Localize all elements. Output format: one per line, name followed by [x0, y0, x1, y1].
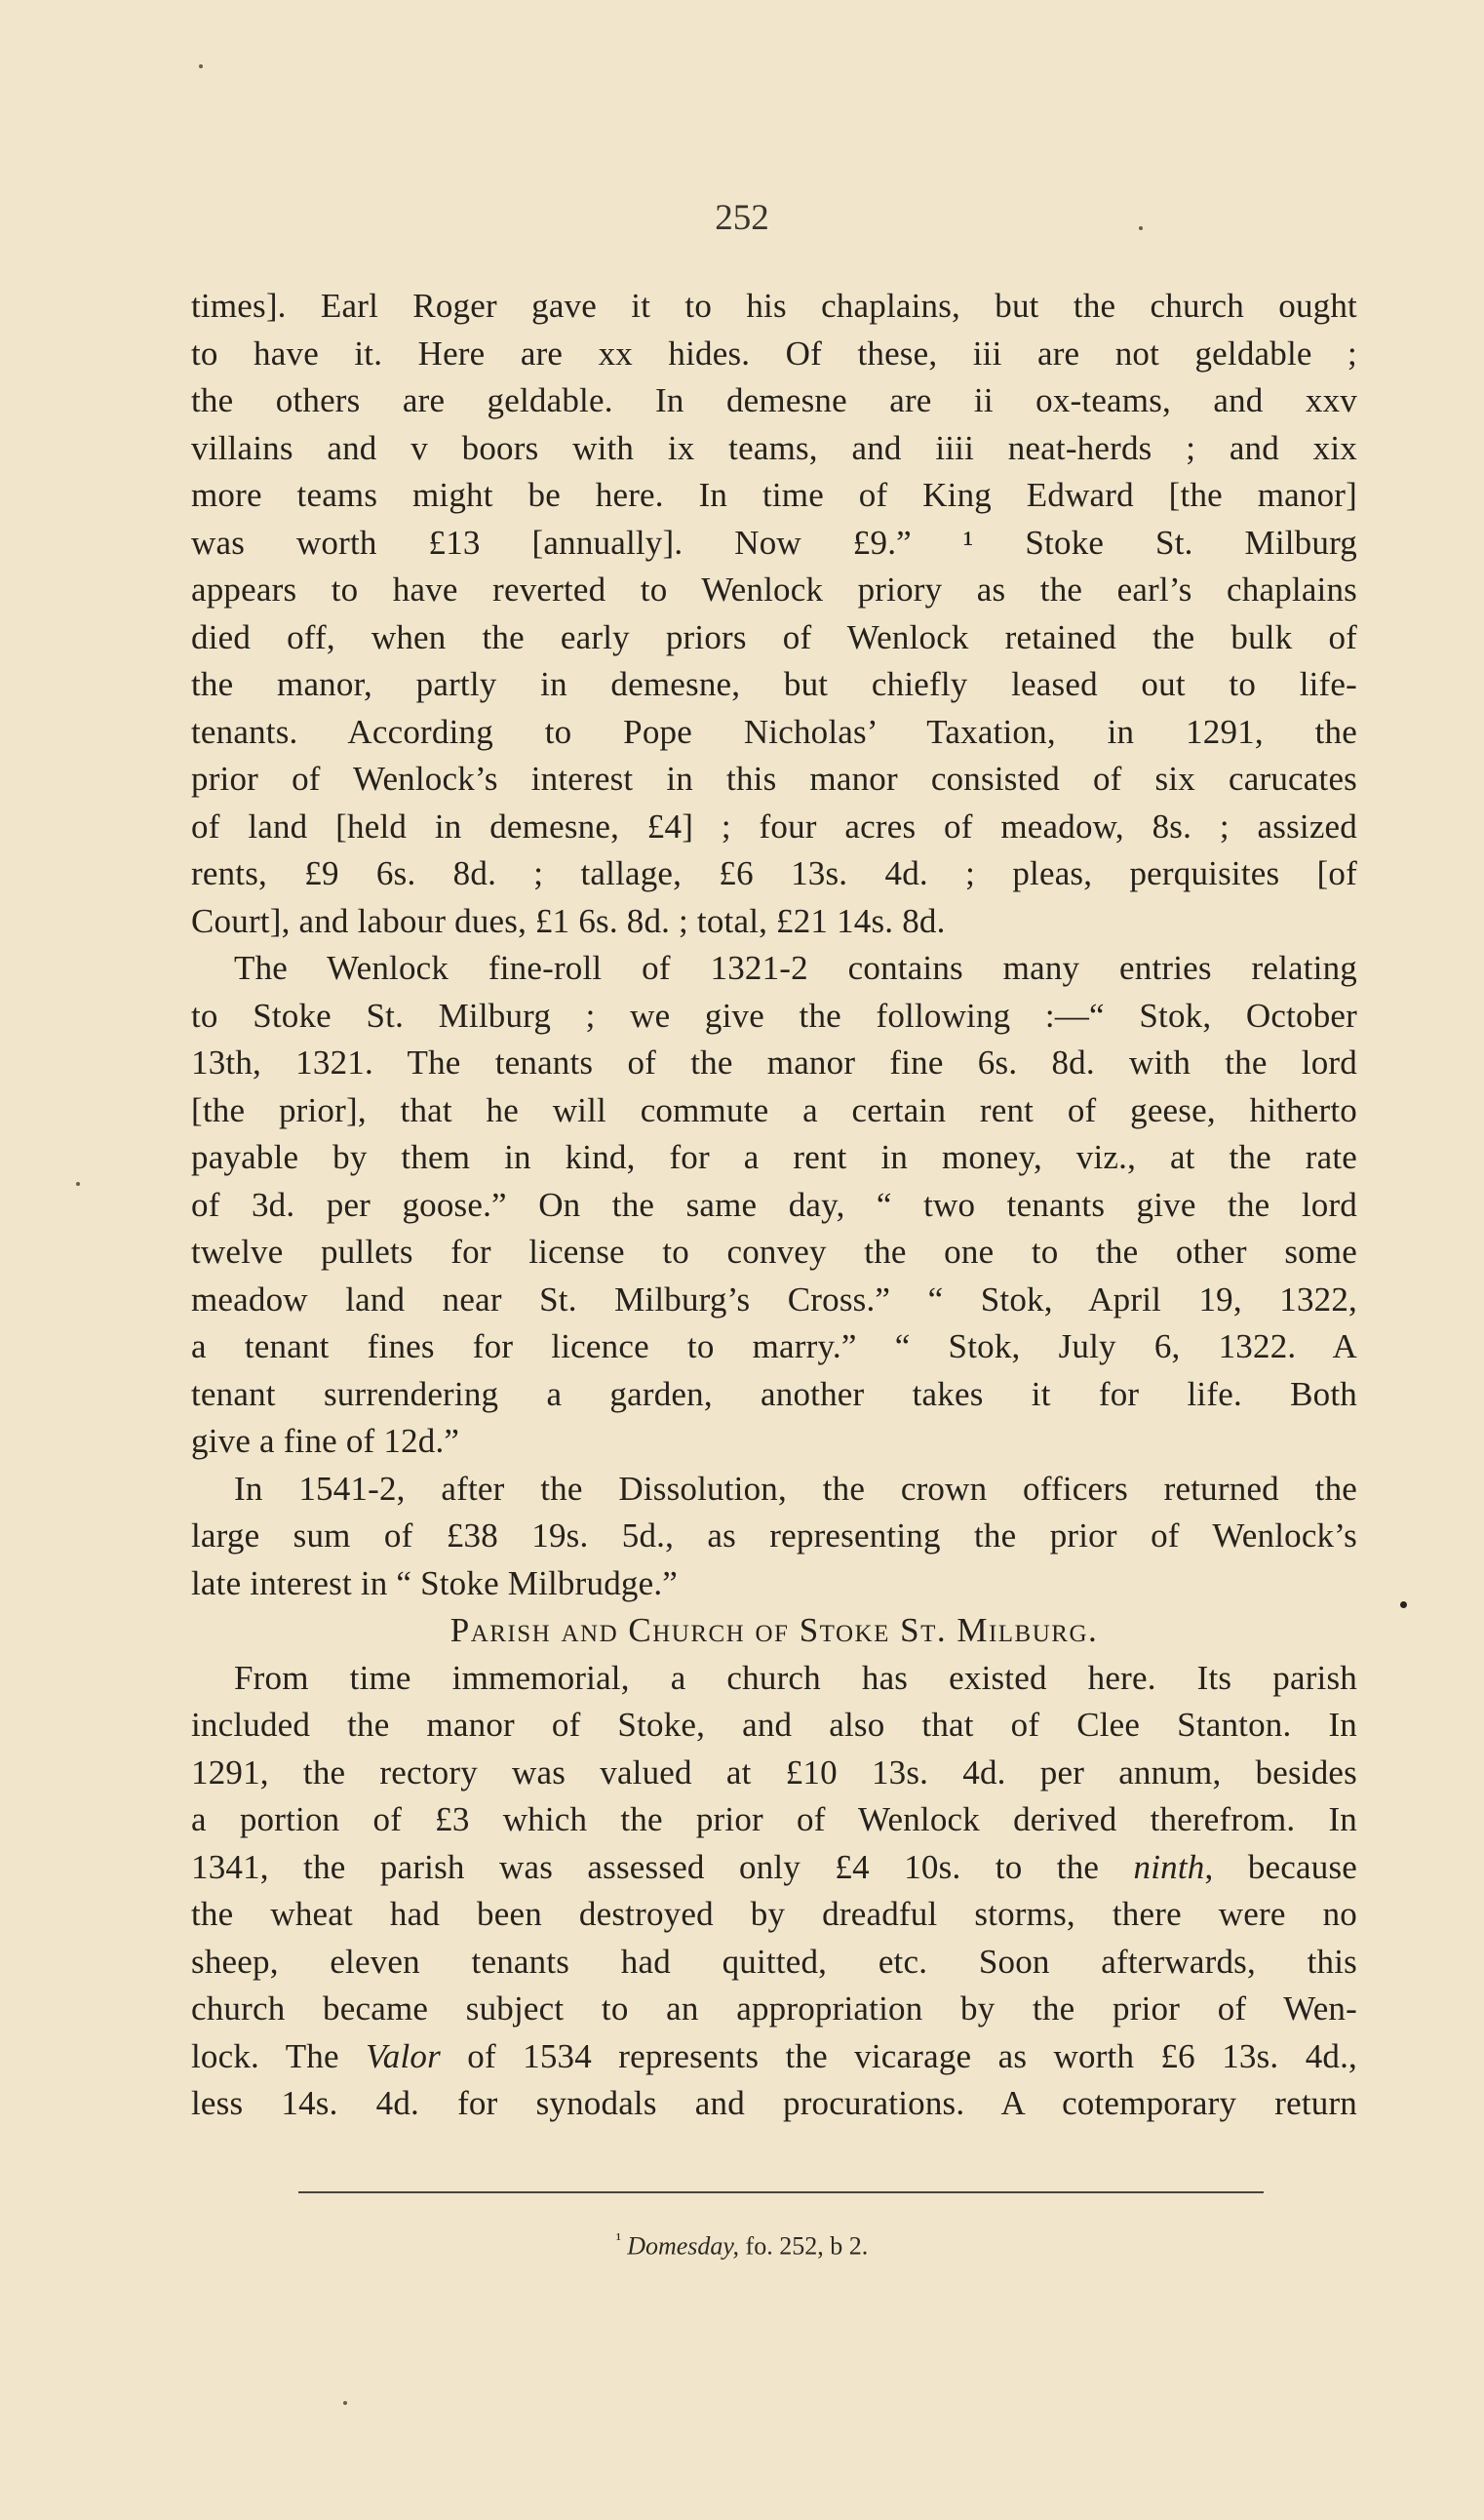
text-line: twelve pullets for license to convey the one to the other some — [191, 1233, 1357, 1271]
text-line: meadow land near St. Milburg’s Cross.” “ Stok, April 19, 1322, — [191, 1280, 1357, 1319]
paper-speck — [199, 64, 203, 68]
paper-speck — [76, 1182, 80, 1186]
paper-speck — [1400, 1601, 1407, 1608]
text-line: 1341, the parish was assessed only £4 10s. to the ninth, because — [191, 1847, 1357, 1886]
footnote — [0, 2229, 1484, 2262]
text-line: the others are geldable. In demesne are ii ox-teams, and xxv — [191, 381, 1357, 419]
text-line: 13th, 1321. The tenants of the manor fine 6s. 8d. with the lord — [191, 1043, 1357, 1082]
text-line: of land [held in demesne, £4] ; four acres of meadow, 8s. ; assized — [191, 807, 1357, 846]
text-line: prior of Wenlock’s interest in this manor consisted of six carucates — [191, 760, 1357, 798]
body-text — [191, 283, 1357, 2128]
text-line: to Stoke St. Milburg ; we give the following :—“ Stok, October — [191, 996, 1357, 1035]
text-line: In 1541-2, after the Dissolution, the crown officers returned the — [234, 1469, 1357, 1508]
footnote-divider — [298, 2191, 1264, 2193]
text-line: appears to have reverted to Wenlock priory as the earl’s chaplains — [191, 571, 1357, 609]
text-line: [the prior], that he will commute a certain rent of geese, hitherto — [191, 1090, 1357, 1129]
text-line: sheep, eleven tenants had quitted, etc. Soon afterwards, this — [191, 1942, 1357, 1981]
text-line: a tenant fines for licence to marry.” “ Stok, July 6, 1322. A — [191, 1327, 1357, 1365]
text-line: less 14s. 4d. for synodals and procurations. A cotemporary return — [191, 2084, 1357, 2122]
text-line: died off, when the early priors of Wenlock retained the bulk of — [191, 617, 1357, 656]
text-line: the wheat had been destroyed by dreadful storms, there were no — [191, 1895, 1357, 1933]
text-line: payable by them in kind, for a rent in money, viz., at the rate — [191, 1138, 1357, 1176]
text-line: more teams might be here. In time of King Edward [the manor] — [191, 476, 1357, 514]
text-line: to have it. Here are xx hides. Of these, iii are not geldable ; — [191, 334, 1357, 373]
text-line: the manor, partly in demesne, but chiefly leased out to life- — [191, 665, 1357, 703]
text-line: rents, £9 6s. 8d. ; tallage, £6 13s. 4d. ; pleas, perquisites [of — [191, 854, 1357, 892]
footnote-source: Domesday, — [627, 2231, 740, 2261]
text-line: The Wenlock fine-roll of 1321-2 contains many entries relating — [234, 949, 1357, 987]
text-line: tenants. According to Pope Nicholas’ Taxation, in 1291, the — [191, 712, 1357, 751]
text-line: lock. The Valor of 1534 represents the vicarage as worth £6 13s. 4d., — [191, 2036, 1357, 2075]
text-line: was worth £13 [annually]. Now £9.” ¹ Stoke St. Milburg — [191, 523, 1357, 562]
paper-speck — [1139, 226, 1143, 230]
text-line: included the manor of Stoke, and also that of Clee Stanton. In — [191, 1706, 1357, 1744]
text-line: times]. Earl Roger gave it to his chaplains, but the church ought — [191, 287, 1357, 325]
section-heading: Parish and Church of Stoke St. Milburg. — [449, 1611, 1099, 1649]
text-line: late interest in “ Stoke Milbrudge.” — [191, 1563, 679, 1602]
page-number: 252 — [715, 198, 769, 238]
text-line: villains and v boors with ix teams, and iiii neat-herds ; and xix — [191, 428, 1357, 467]
text-line: tenant surrendering a garden, another takes it for life. Both — [191, 1374, 1357, 1413]
text-line: give a fine of 12d.” — [191, 1422, 460, 1460]
text-line: large sum of £38 19s. 5d., as representing the prior of Wenlock’s — [191, 1516, 1357, 1555]
footnote-reference: fo. 252, b 2. — [745, 2231, 869, 2261]
paper-speck — [343, 2401, 347, 2405]
footnote-marker: ¹ — [615, 2229, 622, 2249]
text-line: From time immemorial, a church has existed here. Its parish — [234, 1658, 1357, 1697]
text-line: a portion of £3 which the prior of Wenlock derived therefrom. In — [191, 1800, 1357, 1838]
text-line: church became subject to an appropriation by the prior of Wen- — [191, 1989, 1357, 2028]
text-line: of 3d. per goose.” On the same day, “ two tenants give the lord — [191, 1185, 1357, 1224]
text-line: 1291, the rectory was valued at £10 13s. 4d. per annum, besides — [191, 1752, 1357, 1792]
text-line: Court], and labour dues, £1 6s. 8d. ; total, £21 14s. 8d. — [191, 901, 946, 940]
